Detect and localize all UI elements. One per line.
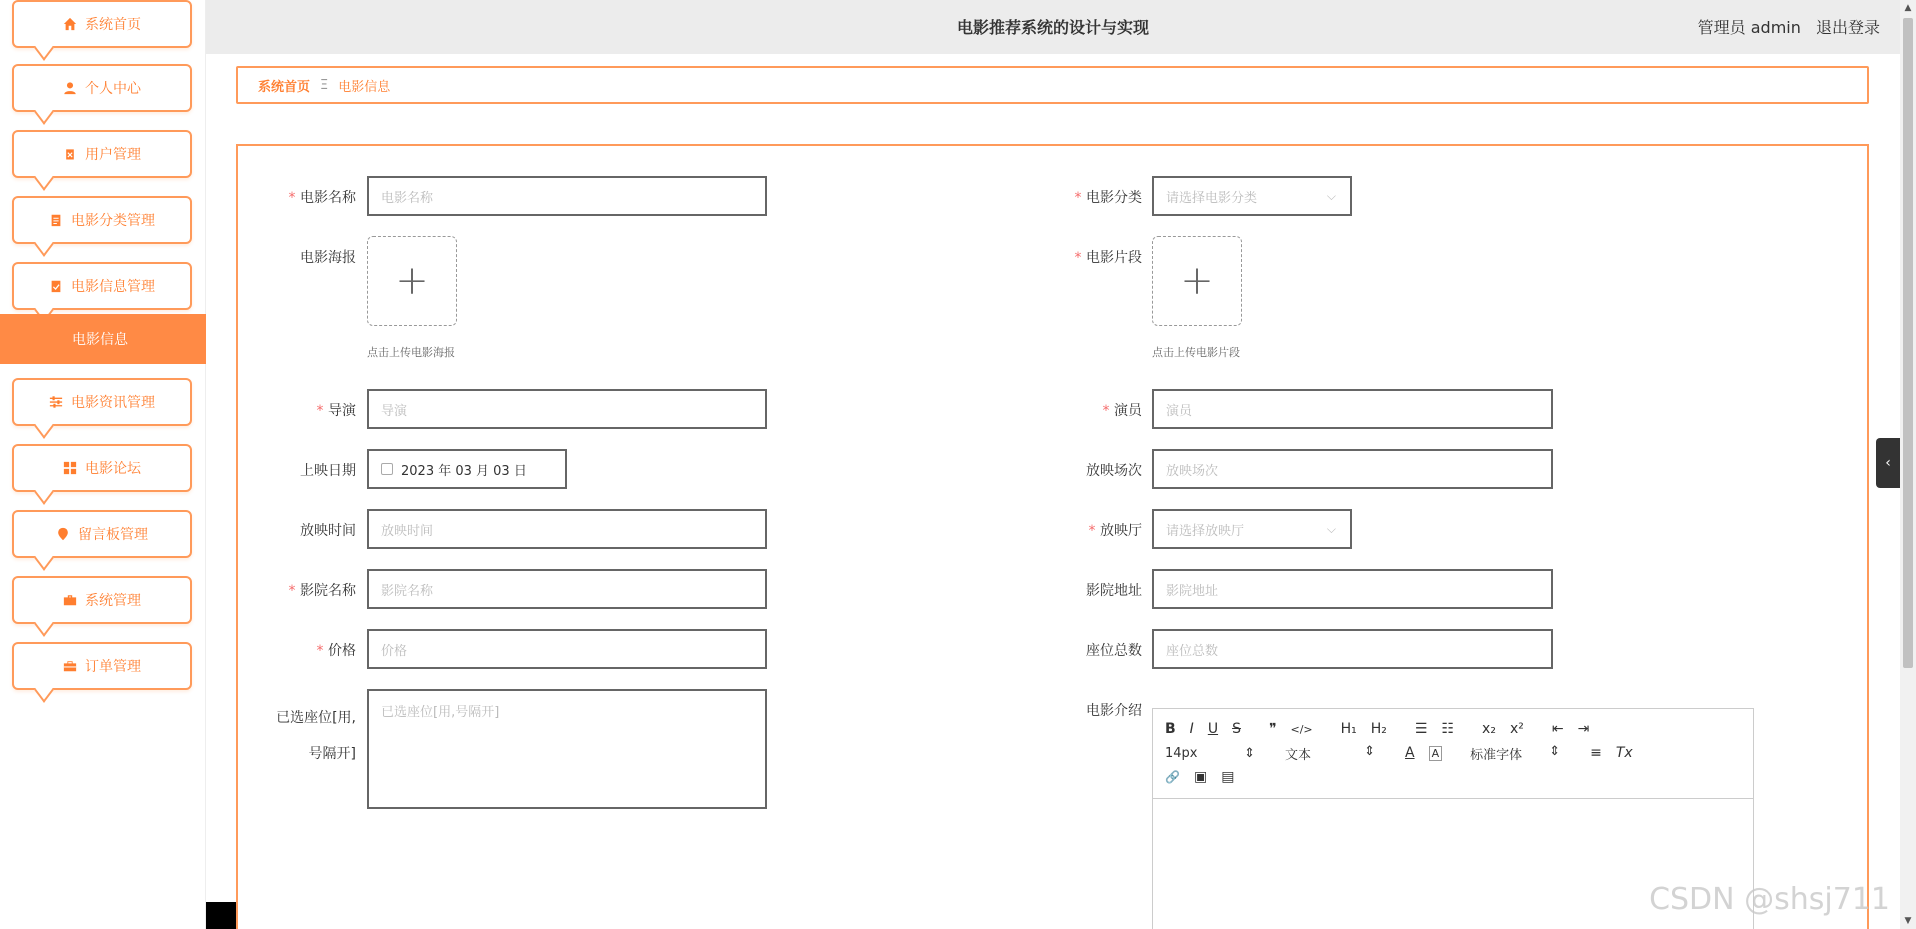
- release-date-label: 上映日期: [300, 463, 356, 479]
- show-time-label: 放映时间: [300, 523, 356, 539]
- hall-select[interactable]: 请选择放映厅 ⌵: [1152, 509, 1352, 549]
- calendar-icon: [381, 463, 393, 475]
- sidebar-item-movie-category[interactable]: [12, 196, 192, 244]
- updown-icon: ⇕: [1244, 745, 1255, 761]
- movie-category-select[interactable]: 请选择电影分类 ⌵: [1152, 176, 1352, 216]
- background-color-button[interactable]: A: [1429, 746, 1443, 761]
- header-user-area: [1688, 15, 1880, 38]
- sidebar-item-label: 用户管理: [85, 147, 141, 163]
- subscript-button[interactable]: x₂: [1482, 721, 1496, 737]
- cinema-address-input[interactable]: 影院地址: [1152, 569, 1553, 609]
- sidebar-item-forum[interactable]: [12, 444, 192, 492]
- black-strip: [206, 902, 236, 929]
- clip-upload[interactable]: [1152, 236, 1242, 326]
- director-input[interactable]: 导演: [367, 389, 767, 429]
- sidebar-item-label: 个人中心: [85, 81, 141, 97]
- underline-button[interactable]: U: [1207, 721, 1219, 737]
- sidebar-item-label: 电影信息管理: [71, 279, 155, 295]
- breadcrumb: [236, 66, 1869, 104]
- scroll-down-arrow[interactable]: ▼: [1904, 916, 1912, 926]
- sidebar-item-orders[interactable]: [12, 642, 192, 690]
- sidebar-item-label: 系统管理: [85, 593, 141, 609]
- briefcase-icon: [63, 593, 77, 607]
- movie-name-input[interactable]: 电影名称: [367, 176, 767, 216]
- sidebar-item-label: 电影资讯管理: [71, 395, 155, 411]
- align-button[interactable]: ≡: [1590, 745, 1602, 761]
- toolbar-row-1: [1165, 717, 1741, 741]
- sliders-icon: [49, 395, 63, 409]
- sidebar-item-movie-info[interactable]: [12, 262, 192, 310]
- sidebar-item-movie-news[interactable]: [12, 378, 192, 426]
- breadcrumb-separator: Ξ: [320, 77, 329, 93]
- collapse-panel-button[interactable]: [1876, 438, 1900, 488]
- chevron-left-icon: ‹: [1885, 455, 1891, 471]
- clip-upload-tip: 点击上传电影片段: [1152, 346, 1240, 359]
- grid-icon: [63, 461, 77, 475]
- updown-icon: ⇕: [1549, 743, 1561, 759]
- user-icon: [63, 81, 77, 95]
- app-title: 电影推荐系统的设计与实现: [956, 18, 1149, 37]
- ordered-list-button[interactable]: ☰: [1414, 721, 1428, 737]
- location-icon: [56, 527, 70, 541]
- video-icon[interactable]: ▤: [1221, 769, 1235, 785]
- scroll-thumb[interactable]: [1903, 18, 1913, 668]
- image-icon[interactable]: ▣: [1193, 769, 1208, 785]
- poster-upload-tip: 点击上传电影海报: [367, 346, 455, 359]
- font-family-select[interactable]: 标准字体 ⇕: [1470, 743, 1561, 763]
- toolbar-row-3: [1165, 765, 1741, 789]
- editor-toolbar: [1153, 709, 1753, 799]
- clear-format-button[interactable]: Tx: [1615, 745, 1633, 761]
- sidebar-item-label: 系统首页: [85, 17, 141, 33]
- intro-label: 电影介绍: [1086, 703, 1142, 719]
- cinema-name-label: * 影院名称: [236, 580, 356, 600]
- superscript-button[interactable]: x²: [1509, 721, 1524, 737]
- poster-label: 电影海报: [300, 250, 356, 266]
- current-user: 管理员 admin: [1697, 18, 1801, 37]
- showing-label: 放映场次: [1086, 463, 1142, 479]
- cinema-address-label: 影院地址: [1086, 583, 1142, 599]
- director-label: * 导演: [236, 400, 356, 420]
- sidebar-item-label: 留言板管理: [78, 527, 148, 543]
- sidebar: [0, 0, 206, 929]
- chevron-down-icon: ⌵: [1326, 188, 1336, 203]
- outdent-button[interactable]: ⇤: [1551, 721, 1564, 737]
- watermark: CSDN @shsj711: [1649, 882, 1890, 917]
- sidebar-item-home[interactable]: [12, 0, 192, 48]
- cinema-name-input[interactable]: 影院名称: [367, 569, 767, 609]
- show-time-input[interactable]: 放映时间: [367, 509, 767, 549]
- top-header: [206, 0, 1900, 54]
- seats-total-label: 座位总数: [1086, 643, 1142, 659]
- poster-upload[interactable]: [367, 236, 457, 326]
- h2-button[interactable]: H₂: [1370, 721, 1387, 737]
- actors-input[interactable]: 演员: [1152, 389, 1553, 429]
- link-icon[interactable]: 🔗: [1165, 770, 1180, 784]
- text-style-select[interactable]: 文本 ⇕: [1285, 743, 1375, 763]
- sidebar-item-system[interactable]: [12, 576, 192, 624]
- price-input[interactable]: 价格: [367, 629, 767, 669]
- plus-icon: +: [1180, 258, 1214, 304]
- logout-link[interactable]: 退出登录: [1815, 18, 1880, 37]
- showing-input[interactable]: 放映场次: [1152, 449, 1553, 489]
- breadcrumb-home[interactable]: 系统首页: [258, 79, 311, 95]
- italic-button[interactable]: I: [1189, 721, 1194, 737]
- hall-label: * 放映厅: [1022, 520, 1142, 540]
- toolbox-icon: [63, 659, 77, 673]
- clip-label: * 电影片段: [1022, 247, 1142, 267]
- sidebar-item-users[interactable]: [12, 130, 192, 178]
- seats-total-input[interactable]: 座位总数: [1152, 629, 1553, 669]
- movie-category-label: * 电影分类: [1022, 187, 1142, 207]
- font-size-select[interactable]: 14px ⇕: [1165, 745, 1255, 761]
- bold-button[interactable]: B: [1165, 721, 1176, 737]
- sidebar-subitem-movie-info[interactable]: 电影信息: [0, 314, 206, 364]
- quote-button[interactable]: ❞: [1268, 721, 1277, 737]
- strike-button[interactable]: S: [1232, 721, 1241, 737]
- plus-icon: +: [395, 258, 429, 304]
- sidebar-item-label: 电影论坛: [85, 461, 141, 477]
- selected-seats-textarea[interactable]: 已选座位[用,号隔开]: [367, 689, 767, 809]
- clipboard-check-icon: [49, 279, 63, 293]
- actors-label: * 演员: [1022, 400, 1142, 420]
- price-label: * 价格: [236, 640, 356, 660]
- font-color-button[interactable]: A: [1405, 745, 1415, 761]
- home-icon: [63, 17, 77, 31]
- movie-name-label: * 电影名称: [236, 187, 356, 207]
- indent-button[interactable]: ⇥: [1577, 721, 1590, 737]
- breadcrumb-current: 电影信息: [338, 79, 391, 95]
- scroll-up-arrow[interactable]: ▲: [1904, 3, 1912, 13]
- clipboard-x-icon: [63, 147, 77, 161]
- bullet-list-button[interactable]: ☷: [1441, 721, 1455, 737]
- sidebar-item-messages[interactable]: [12, 510, 192, 558]
- h1-button[interactable]: H₁: [1340, 721, 1357, 737]
- sidebar-item-label: 订单管理: [85, 659, 141, 675]
- chevron-down-icon: ⌵: [1326, 521, 1336, 536]
- toolbar-row-2: [1165, 741, 1741, 765]
- clipboard-icon: [49, 213, 63, 227]
- sidebar-item-label: 电影分类管理: [71, 213, 155, 229]
- page-scrollbar[interactable]: [1900, 0, 1916, 929]
- updown-icon: ⇕: [1364, 743, 1375, 759]
- selected-seats-label: 已选座位[用, 号隔开]: [276, 710, 356, 762]
- code-button[interactable]: </>: [1290, 722, 1313, 736]
- release-date-picker[interactable]: 2023 年 03 月 03 日: [367, 449, 567, 489]
- sidebar-item-profile[interactable]: [12, 64, 192, 112]
